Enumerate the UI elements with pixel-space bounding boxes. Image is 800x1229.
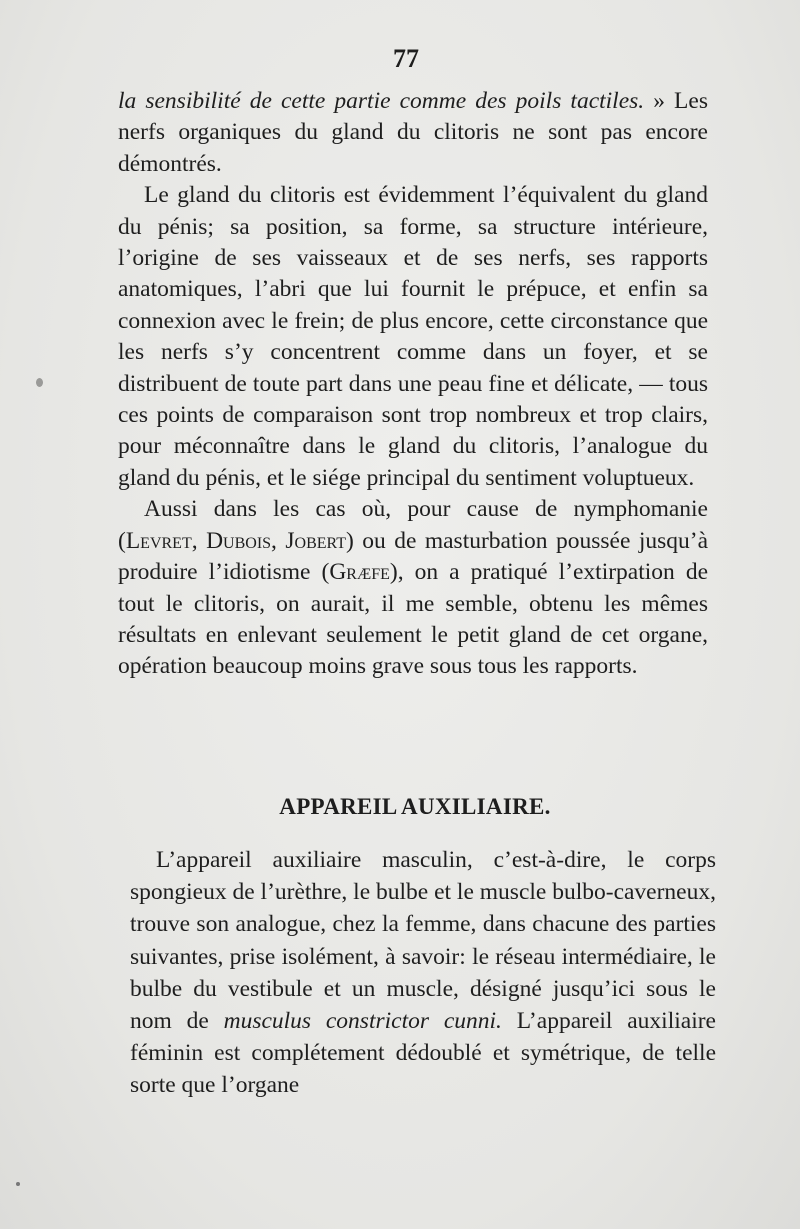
page-number: 77 (393, 44, 419, 73)
paragraph-continuation (118, 86, 708, 180)
author-name: Levret (125, 527, 192, 554)
author-name: Jobert (285, 527, 347, 554)
paper-spot (36, 378, 43, 387)
paragraph-gland-clitoris: Le gland du clitoris est évidemment l’équivalent du gland du pénis; sa position, sa forme, sa structure intérieure, l’origine de ses vaisseaux et de ses nerfs, ses rapports anatomiques, l’abri que lui fournit le prépuce, et enfin sa connexion avec le frein; de plus encore, cette circonstance que les nerfs s’y concentrent comme dans un foyer, et se distribuent de toute part dans une peau fine et délicate, — tous ces points de comparaison sont trop nombreux et trop clairs, pour méconnaître dans le gland du clitoris, l’analogue du gland du pénis, et le siége principal du sentiment voluptueux. (118, 182, 708, 491)
paragraph-appareil-text-a: L’appareil auxiliaire masculin, c’est-à-dire, le corps spongieux de l’urèthre, le bulbe et le muscle bulbo-caverneux, trouve son analogue, chez la femme, dans chacune des parties suivantes, prise isolément, à savoir: le réseau intermédiaire, le bulbe du vestibule et un muscle, désigné jusqu’ici sous le nom de (130, 847, 716, 1035)
paragraph-continuation-text: » Les nerfs organiques du gland du clitoris ne sont pas encore démontrés. (118, 88, 708, 177)
author-name: Dubois (206, 527, 272, 554)
paragraph-extirpation-text-a: Aussi dans les cas où, pour cause de nymphomanie ( (118, 496, 708, 554)
top-text-block (118, 86, 708, 683)
paragraph-appareil-auxiliaire (130, 844, 716, 1102)
paper-spot (16, 1182, 20, 1186)
paragraph-extirpation (118, 494, 708, 682)
italic-quote: la sensibilité de cette partie comme des poils tactiles. (118, 88, 645, 114)
section-text-block (130, 844, 716, 1102)
latin-term: musculus constrictor cunni. (223, 1008, 502, 1035)
paragraph-appareil-text-b: L’appareil auxiliaire féminin est complétement dédoublé et symétrique, de telle sorte que l’organe (130, 1008, 716, 1099)
paragraph-extirpation-text-c: ), on a pratiqué l’extirpation de tout le clitoris, on aurait, il me semble, obtenu les mêmes résultats en enlevant seulement le petit gland de cet organe, opération beaucoup moins grave sous tous les rapports. (118, 559, 708, 680)
section-heading: APPAREIL AUXILIAIRE. (279, 794, 551, 819)
paragraph-extirpation-text-b: ) ou de masturbation poussée jusqu’à produire l’idiotisme ( (118, 527, 709, 586)
separator: , (191, 527, 207, 554)
author-name: Græfe (329, 559, 390, 586)
separator: , (271, 527, 286, 554)
